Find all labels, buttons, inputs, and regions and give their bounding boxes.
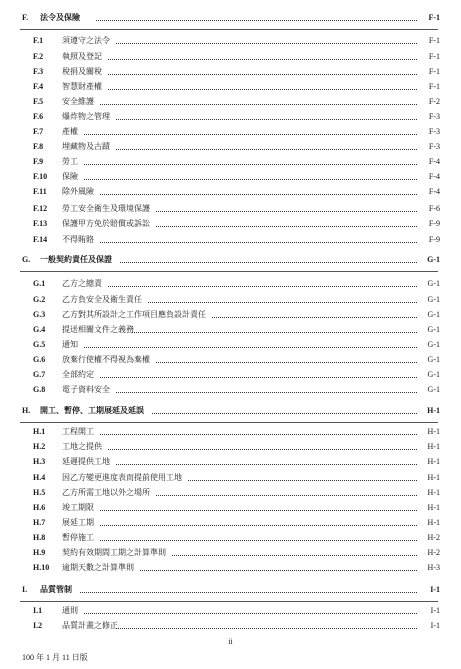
entry-title: 乙方對其所設計之工作項目應負設計責任	[62, 310, 206, 319]
entry-number: F.1	[33, 36, 44, 45]
entry-title: 執照及登記	[62, 52, 102, 61]
entry-title: 暫停施工	[62, 533, 94, 542]
page-ref: H-1	[427, 427, 440, 436]
section-number: I.	[22, 585, 28, 594]
section-divider	[20, 271, 438, 272]
page-ref: F-1	[428, 36, 440, 45]
section-divider	[20, 422, 438, 423]
toc-entry[interactable]	[0, 426, 461, 438]
dot-leader	[140, 570, 417, 571]
entry-number: F.11	[33, 187, 47, 196]
toc-entry[interactable]	[0, 81, 461, 93]
entry-title: 通知	[62, 340, 78, 349]
entry-number: G.8	[33, 385, 46, 394]
entry-number: F.9	[33, 157, 44, 166]
entry-title: 提送相關文件之義務	[62, 325, 134, 334]
toc-entry[interactable]	[0, 532, 461, 544]
toc-entry[interactable]	[0, 126, 461, 138]
toc-entry[interactable]	[0, 141, 461, 153]
entry-title: 延遲提供工地	[62, 457, 110, 466]
entry-title: 放棄行使權不得視為棄權	[62, 355, 150, 364]
entry-title: 智慧財產權	[62, 82, 102, 91]
dot-leader	[100, 540, 417, 541]
toc-entry[interactable]	[0, 369, 461, 381]
dot-leader	[116, 392, 417, 393]
entry-title: 爆炸物之管理	[62, 112, 110, 121]
section-number: G.	[22, 255, 31, 264]
entry-number: F.12	[33, 204, 48, 213]
page-ref: G-1	[427, 340, 440, 349]
page-ref: F-9	[428, 235, 440, 244]
page-ref: I-1	[430, 606, 440, 615]
entry-title: 產權	[62, 127, 78, 136]
page-ref: F-9	[428, 219, 440, 228]
entry-number: F.4	[33, 82, 44, 91]
entry-title: 通則	[62, 606, 78, 615]
dot-leader	[100, 194, 417, 195]
entry-title: 因乙方變更進度表而提前使用工地	[62, 473, 182, 482]
dot-leader	[84, 179, 417, 180]
dot-leader	[156, 362, 417, 363]
toc-entry[interactable]	[0, 35, 461, 47]
entry-number: H.3	[33, 457, 46, 466]
entry-number: F.13	[33, 219, 48, 228]
toc-entry[interactable]	[0, 562, 461, 574]
page-ref: G-1	[427, 279, 440, 288]
dot-leader	[116, 149, 417, 150]
toc-entry[interactable]	[0, 309, 461, 321]
entry-number: G.6	[33, 355, 46, 364]
entry-title: 展延工期	[62, 518, 94, 527]
page-ref: G-1	[427, 370, 440, 379]
dot-leader	[188, 480, 417, 481]
toc-entry[interactable]	[0, 547, 461, 559]
page-ref: H-3	[427, 563, 440, 572]
page-ref: I-1	[430, 585, 440, 594]
dot-leader	[108, 286, 417, 287]
dot-leader	[108, 74, 417, 75]
entry-number: F.3	[33, 67, 44, 76]
page-ref: F-1	[428, 82, 440, 91]
toc-entry[interactable]	[0, 111, 461, 123]
dot-leader	[156, 211, 417, 212]
dot-leader	[116, 119, 417, 120]
dot-leader	[84, 347, 417, 348]
entry-number: G.3	[33, 310, 46, 319]
entry-title: 勞工安全衛生及環境保護	[62, 204, 150, 213]
toc-section-heading[interactable]	[0, 405, 461, 417]
dot-leader	[100, 510, 417, 511]
toc-entry[interactable]	[0, 96, 461, 108]
dot-leader	[212, 317, 417, 318]
toc-section-heading[interactable]	[0, 254, 461, 266]
dot-leader	[84, 134, 417, 135]
page-ref: F-4	[428, 157, 440, 166]
toc-section-heading[interactable]	[0, 12, 461, 24]
page-ref: F-3	[428, 112, 440, 121]
toc-entry[interactable]	[0, 66, 461, 78]
entry-title: 除外風險	[62, 187, 94, 196]
dot-leader	[108, 89, 417, 90]
page-ref: G-1	[427, 325, 440, 334]
entry-number: H.9	[33, 548, 46, 557]
entry-number: G.1	[33, 279, 46, 288]
dot-leader	[100, 434, 417, 435]
toc-entry[interactable]	[0, 203, 461, 215]
toc-entry[interactable]	[0, 234, 461, 246]
page-ref: H-1	[427, 518, 440, 527]
entry-number: G.2	[33, 295, 46, 304]
toc-entry[interactable]	[0, 218, 461, 230]
entry-number: F.2	[33, 52, 44, 61]
toc-entry[interactable]	[0, 278, 461, 290]
toc-entry[interactable]	[0, 156, 461, 168]
page-ref: G-1	[427, 385, 440, 394]
toc-entry[interactable]	[0, 472, 461, 484]
dot-leader	[132, 332, 417, 333]
section-title: 一般契約責任及保證	[40, 255, 112, 264]
entry-number: H.4	[33, 473, 46, 482]
entry-number: H.1	[33, 427, 46, 436]
entry-number: G.7	[33, 370, 46, 379]
toc-entry[interactable]	[0, 487, 461, 499]
dot-leader	[100, 104, 417, 105]
dot-leader	[148, 302, 417, 303]
entry-number: F.8	[33, 142, 44, 151]
dot-leader	[156, 495, 417, 496]
entry-number: I.1	[33, 606, 43, 615]
version-date-footer: 100 年 1 月 11 日版	[22, 653, 88, 662]
toc-entry[interactable]	[0, 339, 461, 351]
section-title: 品質管制	[40, 585, 72, 594]
toc-entry[interactable]	[0, 186, 461, 198]
entry-number: F.10	[33, 172, 48, 181]
toc-entry[interactable]	[0, 354, 461, 366]
entry-title: 契約有效期間工期之計算準則	[62, 548, 166, 557]
toc-entry[interactable]	[0, 502, 461, 514]
dot-leader	[152, 413, 417, 414]
section-title: 開工、暫停、工期展延及延誤	[40, 406, 144, 415]
entry-title: 保險	[62, 172, 78, 181]
entry-title: 逾期天數之計算準則	[62, 563, 134, 572]
page-ref: F-1	[428, 67, 440, 76]
page-ref: F-1	[428, 13, 440, 22]
entry-title: 乙方負安全及衛生責任	[62, 295, 142, 304]
toc-entry[interactable]	[0, 171, 461, 183]
page-ref: F-6	[428, 204, 440, 213]
page-ref: F-3	[428, 142, 440, 151]
page-ref: H-2	[427, 548, 440, 557]
entry-number: F.5	[33, 97, 44, 106]
entry-title: 須遵守之法令	[62, 36, 110, 45]
entry-number: G.5	[33, 340, 46, 349]
dot-leader	[108, 59, 417, 60]
toc-entry[interactable]	[0, 441, 461, 453]
entry-title: 埋藏物及古蹟	[62, 142, 110, 151]
section-divider	[20, 601, 438, 602]
toc-entry[interactable]	[0, 605, 461, 617]
dot-leader	[84, 164, 417, 165]
toc-entry[interactable]	[0, 51, 461, 63]
entry-title: 保護甲方免於賠償或訴訟	[62, 219, 150, 228]
toc-entry[interactable]	[0, 456, 461, 468]
dot-leader	[116, 628, 417, 629]
entry-title: 竣工期限	[62, 503, 94, 512]
toc-entry[interactable]	[0, 384, 461, 396]
dot-leader	[84, 613, 417, 614]
toc-entry[interactable]	[0, 294, 461, 306]
page-ref: H-1	[427, 457, 440, 466]
section-title: 法令及保險	[40, 13, 80, 22]
dot-leader	[100, 525, 417, 526]
dot-leader	[100, 377, 417, 378]
entry-title: 不得賄賂	[62, 235, 94, 244]
page-ref: G-1	[427, 310, 440, 319]
entry-number: H.8	[33, 533, 46, 542]
page-ref: F-3	[428, 127, 440, 136]
entry-number: H.7	[33, 518, 46, 527]
entry-title: 安全維護	[62, 97, 94, 106]
page-ref: G-1	[427, 295, 440, 304]
entry-title: 工地之提供	[62, 442, 102, 451]
entry-title: 乙方所需工地以外之場所	[62, 488, 150, 497]
entry-number: G.4	[33, 325, 46, 334]
dot-leader	[116, 43, 417, 44]
page-ref: F-4	[428, 172, 440, 181]
page-ref: G-1	[427, 255, 440, 264]
entry-title: 電子資料安全	[62, 385, 110, 394]
entry-number: H.6	[33, 503, 46, 512]
entry-title: 稅捐及關稅	[62, 67, 102, 76]
entry-title: 品質計畫之修正	[62, 621, 118, 630]
entry-number: H.10	[33, 563, 50, 572]
entry-number: H.2	[33, 442, 46, 451]
toc-entry[interactable]	[0, 620, 461, 632]
entry-number: H.5	[33, 488, 46, 497]
entry-title: 全部約定	[62, 370, 94, 379]
entry-title: 工程開工	[62, 427, 94, 436]
entry-number: F.7	[33, 127, 44, 136]
section-divider	[20, 29, 438, 30]
dot-leader	[100, 242, 417, 243]
entry-number: I.2	[33, 621, 43, 630]
entry-title: 乙方之總責	[62, 279, 102, 288]
entry-number: F.14	[33, 235, 48, 244]
page-ref: H-1	[427, 488, 440, 497]
page-ref: H-1	[427, 406, 440, 415]
section-number: F.	[22, 13, 29, 22]
dot-leader	[96, 20, 417, 21]
page-ref: H-1	[427, 442, 440, 451]
dot-leader	[80, 592, 417, 593]
entry-number: F.6	[33, 112, 44, 121]
page-ref: G-1	[427, 355, 440, 364]
page-ref: I-1	[430, 621, 440, 630]
toc-entry[interactable]	[0, 517, 461, 529]
entry-title: 勞工	[62, 157, 78, 166]
dot-leader	[116, 464, 417, 465]
dot-leader	[156, 226, 417, 227]
dot-leader	[108, 449, 417, 450]
page-ref: F-1	[428, 52, 440, 61]
page-ref: H-2	[427, 533, 440, 542]
section-number: H.	[22, 406, 31, 415]
page-ref: F-4	[428, 187, 440, 196]
page-ref: F-2	[428, 97, 440, 106]
dot-leader	[172, 555, 417, 556]
page-ref: H-1	[427, 503, 440, 512]
page-ref: H-1	[427, 473, 440, 482]
page-number: ii	[228, 637, 233, 646]
toc-section-heading[interactable]	[0, 584, 461, 596]
dot-leader	[120, 262, 417, 263]
toc-entry[interactable]	[0, 324, 461, 336]
